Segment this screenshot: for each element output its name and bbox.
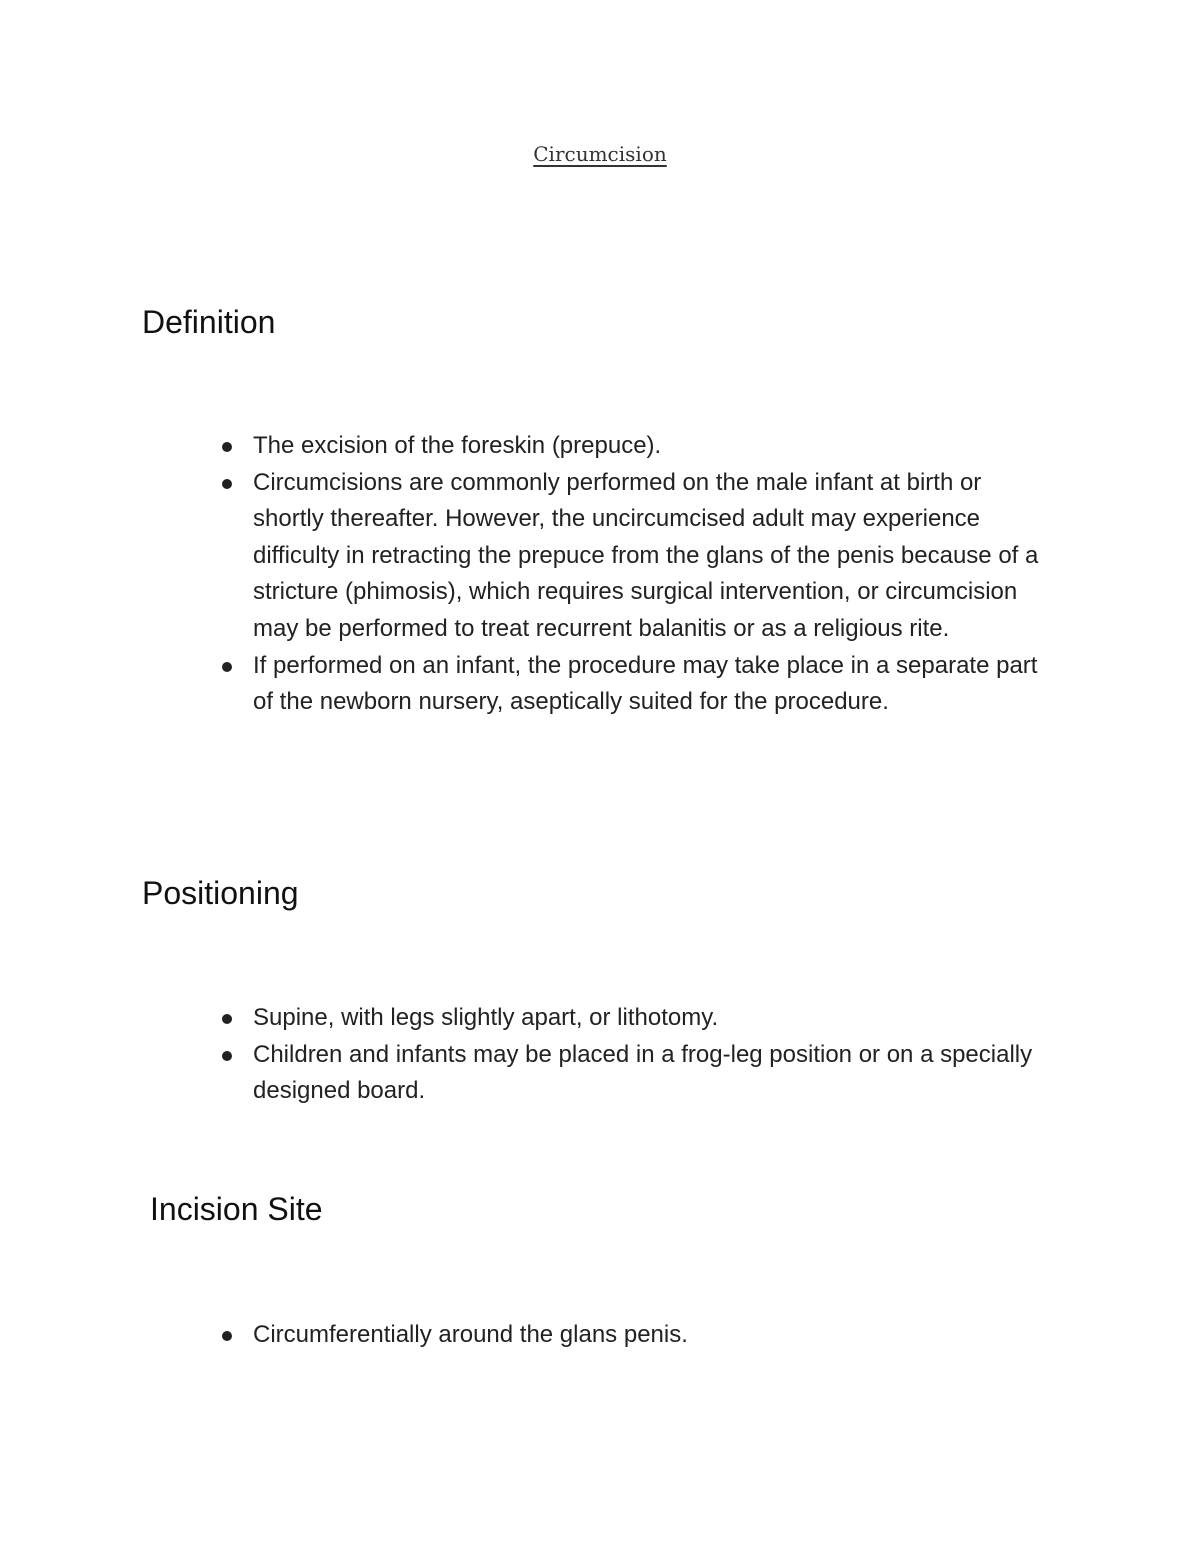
list-item [220,1000,1050,1037]
bullet-icon [222,442,232,452]
bullet-text: Supine, with legs slightly apart, or lithotomy. [253,1004,719,1031]
bullet-icon [222,1331,232,1341]
document-title: Circumcision [533,142,667,166]
incision-site-bullet-list [220,1317,1050,1354]
bullet-text: If performed on an infant, the procedure may take place in a separate part of the newborn nursery, aseptically suited for the procedure. [253,651,1038,716]
bullet-text: Circumferentially around the glans penis. [253,1321,688,1348]
definition-bullet-list [220,428,1050,721]
section-heading-positioning: Positioning [142,875,299,911]
section-heading-incision-site: Incision Site [150,1191,323,1227]
bullet-text: Children and infants may be placed in a frog-leg position or on a specially designed board. [253,1040,1033,1105]
bullet-icon [222,1051,232,1061]
positioning-bullet-list [220,1000,1050,1110]
bullet-text: Circumcisions are commonly performed on the male infant at birth or shortly thereafter. However, the uncircumcised adult may experience difficulty in retracting the prepuce from the glans of the penis because of a stricture (phimosis), which requires surgical intervention, or circumcision may be performed to treat recurrent balanitis or as a religious rite. [253,468,1039,642]
bullet-text: The excision of the foreskin (prepuce). [253,432,662,459]
list-item [220,648,1050,721]
list-item [220,465,1050,648]
bullet-icon [222,662,232,672]
list-item [220,1037,1050,1110]
bullet-icon [222,479,232,489]
list-item [220,428,1050,465]
section-heading-definition: Definition [142,304,276,340]
list-item [220,1317,1050,1354]
bullet-icon [222,1014,232,1024]
